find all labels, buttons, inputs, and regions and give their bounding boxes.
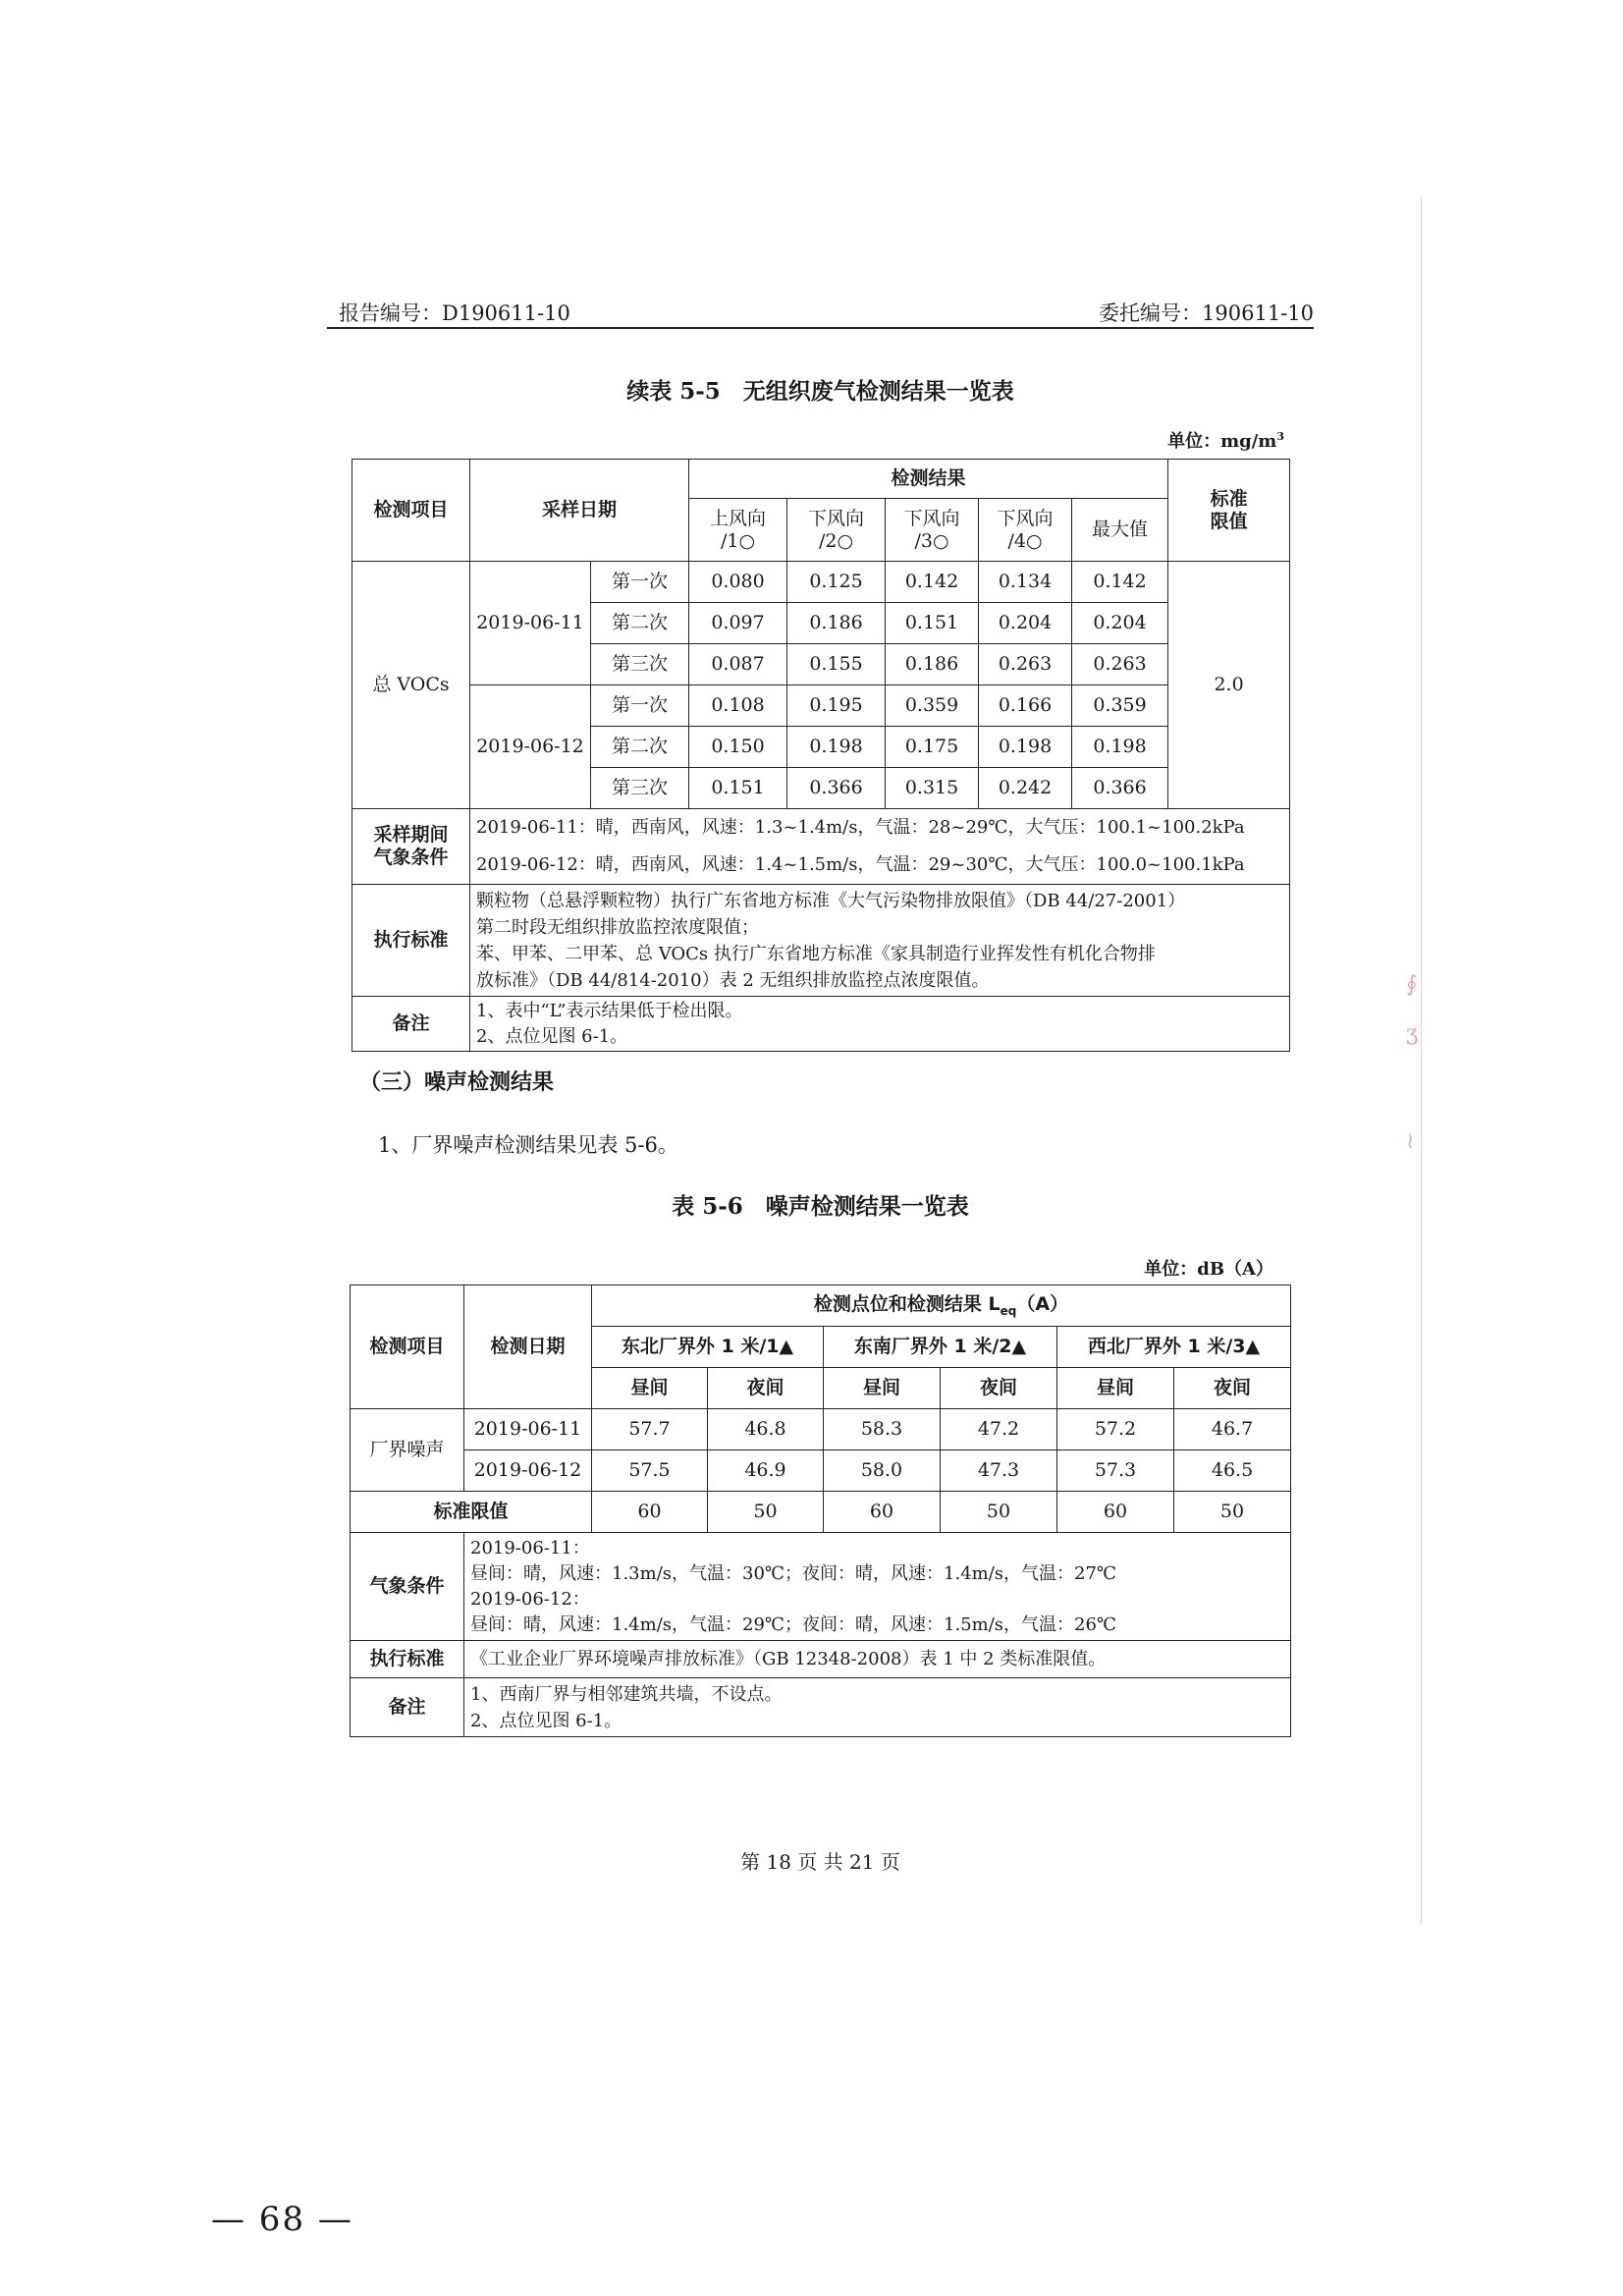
value-cell: 0.186: [886, 644, 979, 685]
round-cell: 第二次: [591, 603, 689, 644]
remark-content: 1、表中“L”表示结果低于检出限。 2、点位见图 6-1。: [470, 997, 1290, 1052]
value-cell: 0.142: [1072, 562, 1168, 603]
value-cell: 0.366: [1072, 768, 1168, 809]
col-header: 下风向 /2○: [787, 499, 886, 562]
weather-content: 2019-06-11： 昼间：晴，风速：1.3m/s，气温：30℃；夜间：晴，风速：1.4m/s，气温：27℃ 2019-06-12： 昼间：晴，风速：1.4m/s，气温：29℃；夜间：晴，风速：1.5m/s，气温：26℃: [464, 1533, 1291, 1641]
value-cell: 0.175: [886, 727, 979, 768]
report-number: 报告编号：D190611-10: [339, 301, 570, 325]
value-cell: 0.134: [979, 562, 1072, 603]
value-cell: 0.186: [787, 603, 886, 644]
header-date: 检测日期: [464, 1285, 592, 1409]
value-cell: 0.087: [689, 644, 787, 685]
value-cell: 0.242: [979, 768, 1072, 809]
weather-content: 2019-06-11：晴，西南风，风速：1.3~1.4m/s，气温：28~29℃，大气压：100.1~100.2kPa 2019-06-12：晴，西南风，风速：1.4~1.5m/s，气温：29~30℃，大气压：100.0~100.1kPa: [470, 809, 1290, 885]
period-header: 昼间: [1057, 1368, 1174, 1409]
limit-cell: 60: [824, 1492, 941, 1533]
weather-label: 采样期间 气象条件: [352, 809, 470, 885]
value-cell: 0.204: [1072, 603, 1168, 644]
value-cell: 0.155: [787, 644, 886, 685]
value-cell: 0.150: [689, 727, 787, 768]
header-date: 采样日期: [470, 460, 689, 562]
table-5-6-title: 表 5-6 噪声检测结果一览表: [672, 1193, 969, 1220]
point-header: 东北厂界外 1 米/1▲: [592, 1327, 824, 1368]
item-cell: 厂界噪声: [351, 1409, 464, 1492]
value-cell: 0.142: [886, 562, 979, 603]
value-cell: 57.3: [1057, 1450, 1174, 1492]
period-header: 昼间: [824, 1368, 941, 1409]
value-cell: 0.151: [886, 603, 979, 644]
value-cell: 0.151: [689, 768, 787, 809]
value-cell: 0.080: [689, 562, 787, 603]
section-heading: （三）噪声检测结果: [359, 1069, 555, 1095]
remark-label: 备注: [351, 1678, 464, 1737]
value-cell: 0.198: [787, 727, 886, 768]
value-cell: 46.8: [708, 1409, 824, 1450]
limit-cell: 60: [1057, 1492, 1174, 1533]
table-5-6-unit: 单位：dB（A）: [1144, 1259, 1273, 1280]
value-cell: 0.198: [979, 727, 1072, 768]
value-cell: 0.263: [979, 644, 1072, 685]
book-page-number: — 68 —: [211, 2200, 353, 2239]
limit-cell: 60: [592, 1492, 708, 1533]
header-item: 检测项目: [351, 1285, 464, 1409]
round-cell: 第一次: [591, 562, 689, 603]
date-cell: 2019-06-11: [464, 1409, 592, 1450]
page-footer: 第 18 页 共 21 页: [740, 1850, 900, 1874]
period-header: 夜间: [708, 1368, 824, 1409]
round-cell: 第一次: [591, 685, 689, 727]
value-cell: 46.7: [1174, 1409, 1291, 1450]
date-cell: 2019-06-12: [470, 685, 591, 809]
value-cell: 58.3: [824, 1409, 941, 1450]
page-edge-line: [1421, 196, 1422, 1925]
value-cell: 46.5: [1174, 1450, 1291, 1492]
value-cell: 0.097: [689, 603, 787, 644]
weather-label: 气象条件: [351, 1533, 464, 1641]
value-cell: 57.2: [1057, 1409, 1174, 1450]
table-5-5-title: 续表 5-5 无组织废气检测结果一览表: [626, 378, 1014, 405]
value-cell: 0.108: [689, 685, 787, 727]
standard-content: 《工业企业厂界环境噪声排放标准》（GB 12348-2008）表 1 中 2 类标准限值。: [464, 1641, 1291, 1678]
header-result: 检测结果: [689, 460, 1168, 499]
date-cell: 2019-06-12: [464, 1450, 592, 1492]
value-cell: 0.166: [979, 685, 1072, 727]
value-cell: 0.125: [787, 562, 886, 603]
limit-cell: 50: [1174, 1492, 1291, 1533]
value-cell: 0.359: [886, 685, 979, 727]
value-cell: 0.195: [787, 685, 886, 727]
remark-content: 1、西南厂界与相邻建筑共墙，不设点。 2、点位见图 6-1。: [464, 1678, 1291, 1737]
value-cell: 46.9: [708, 1450, 824, 1492]
value-cell: 57.5: [592, 1450, 708, 1492]
item-cell: 总 VOCs: [352, 562, 470, 809]
header-result: 检测点位和检测结果 $L_{eq}(A)$: [592, 1285, 1291, 1327]
table-5-5: [352, 459, 1290, 1052]
header-limit: 标准 限值: [1168, 460, 1290, 562]
value-cell: 47.2: [941, 1409, 1057, 1450]
seal-fragment: ≀: [1406, 1129, 1415, 1154]
col-header: 最大值: [1072, 499, 1168, 562]
standard-content: 颗粒物（总悬浮颗粒物）执行广东省地方标准《大气污染物排放限值》（DB 44/27-2001） 第二时段无组织排放监控浓度限值； 苯、甲苯、二甲苯、总 VOCs 执行广东省地方标准《家具制造行业挥发性有机化合物排 放标准》（DB 44/814-2010）表 2 无组织排放监控点浓度限值。: [470, 885, 1290, 997]
seal-fragment: ʒ: [1406, 1021, 1419, 1046]
point-header: 东南厂界外 1 米/2▲: [824, 1327, 1057, 1368]
col-header: 下风向 /3○: [886, 499, 979, 562]
value-cell: 0.204: [979, 603, 1072, 644]
header-rule: [327, 327, 1314, 329]
remark-label: 备注: [352, 997, 470, 1052]
round-cell: 第二次: [591, 727, 689, 768]
limit-cell: 2.0: [1168, 562, 1290, 809]
round-cell: 第三次: [591, 644, 689, 685]
limit-label: 标准限值: [351, 1492, 592, 1533]
point-header: 西北厂界外 1 米/3▲: [1057, 1327, 1291, 1368]
value-cell: 0.315: [886, 768, 979, 809]
standard-label: 执行标准: [352, 885, 470, 997]
value-cell: 0.198: [1072, 727, 1168, 768]
date-cell: 2019-06-11: [470, 562, 591, 685]
col-header: 上风向 /1○: [689, 499, 787, 562]
limit-cell: 50: [708, 1492, 824, 1533]
value-cell: 58.0: [824, 1450, 941, 1492]
period-header: 夜间: [941, 1368, 1057, 1409]
value-cell: 57.7: [592, 1409, 708, 1450]
col-header: 下风向 /4○: [979, 499, 1072, 562]
standard-label: 执行标准: [351, 1641, 464, 1678]
value-cell: 0.263: [1072, 644, 1168, 685]
round-cell: 第三次: [591, 768, 689, 809]
table-5-5-unit: 单位：$mg/m^3$: [1167, 430, 1284, 452]
value-cell: 47.3: [941, 1450, 1057, 1492]
period-header: 夜间: [1174, 1368, 1291, 1409]
entrust-number: 委托编号：190611-10: [1099, 301, 1314, 325]
header-item: 检测项目: [352, 460, 470, 562]
seal-fragment: ∮: [1406, 972, 1418, 997]
table-5-6: [350, 1285, 1291, 1737]
section-paragraph: 1、厂界噪声检测结果见表 5-6。: [378, 1133, 678, 1157]
period-header: 昼间: [592, 1368, 708, 1409]
limit-cell: 50: [941, 1492, 1057, 1533]
value-cell: 0.366: [787, 768, 886, 809]
value-cell: 0.359: [1072, 685, 1168, 727]
